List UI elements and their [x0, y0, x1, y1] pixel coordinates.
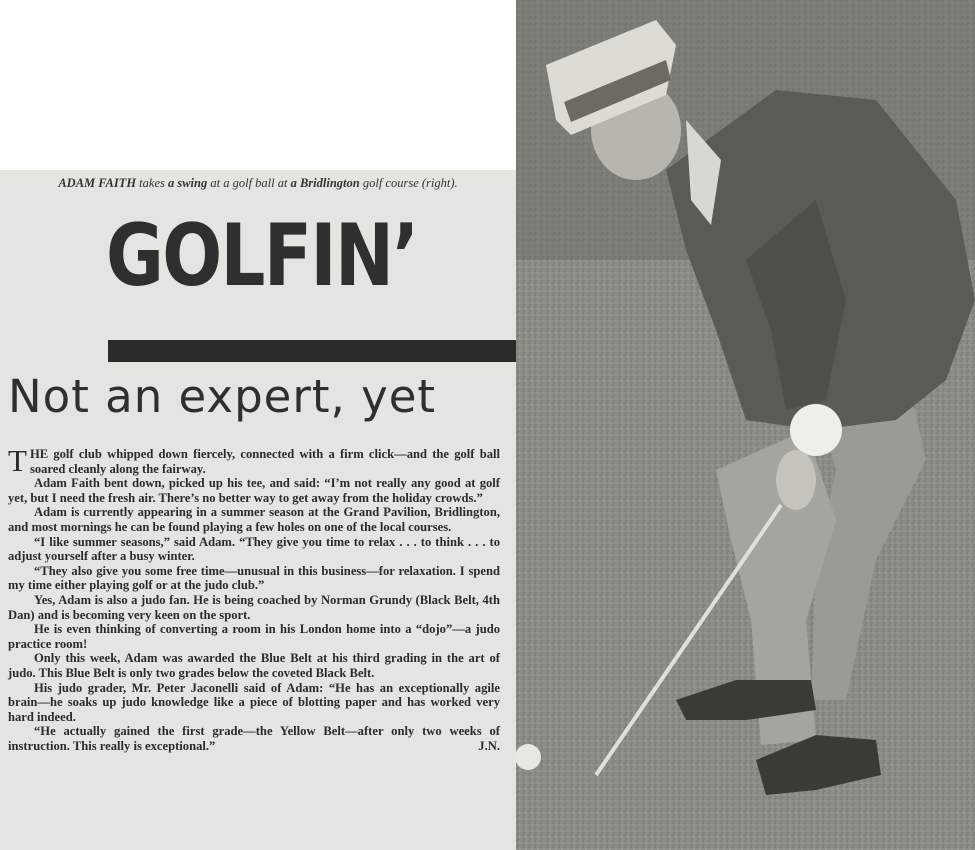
caption-text-2: at a golf ball at: [207, 176, 291, 190]
article-paragraph-9: His judo grader, Mr. Peter Jaconelli said of Adam: “He has an exceptionally agile brain—he soaks up judo knowledge like a piece of blotting paper and has worked very hard indeed.: [8, 680, 500, 724]
golf-ball: [516, 744, 541, 770]
caption-name: ADAM FAITH: [58, 176, 137, 190]
golfer-illustration: [516, 0, 975, 850]
caption-text-1: takes: [136, 176, 168, 190]
article-paragraph-10: [8, 724, 500, 753]
caption-bold-1: a swing: [167, 176, 208, 190]
article-body: [8, 443, 500, 753]
photo-caption: [0, 175, 516, 191]
drop-cap: T: [8, 443, 27, 478]
headline-rule: [108, 340, 549, 362]
caption-text-3: golf course (right).: [359, 176, 458, 190]
glove: [790, 404, 842, 456]
article-paragraph-8: Only this week, Adam was awarded the Blue Belt at his third grading in the art of judo. This Blue Belt is only two grades below the coveted Black Belt.: [8, 651, 500, 680]
article-paragraph-2: Adam Faith bent down, picked up his tee, and said: “I’m not really any good at golf yet, but I need the fresh air. There’s no better way to get away from the holiday crowds.”: [8, 476, 500, 505]
article-paragraph-3: Adam is currently appearing in a summer season at the Grand Pavilion, Bridlington, and most mornings he can be found playing a few holes on one of the local courses.: [8, 505, 500, 534]
article-paragraph-4: “I like summer seasons,” said Adam. “They give you time to relax . . . to think . . . to adjust yourself after a busy winter.: [8, 534, 500, 564]
article-paragraph-10-text: “He actually gained the first grade—the Yellow Belt—after only two weeks of instruction. This really is exceptional.”: [8, 724, 500, 753]
article-paragraph-6: Yes, Adam is also a judo fan. He is being coached by Norman Grundy (Black Belt, 4th Dan) and is becoming very keen on the sport.: [8, 592, 500, 622]
golfer-photo: [516, 0, 975, 850]
article-paragraph-1-text: HE golf club whipped down fiercely, connected with a firm click—and the golf ball soared cleanly along the fairway.: [29, 447, 500, 476]
byline: J.N.: [478, 738, 500, 753]
article-paragraph-1: [8, 443, 500, 478]
subheadline: Not an expert, yet: [8, 370, 437, 423]
hand: [776, 450, 816, 510]
headline: GOLFIN’: [106, 206, 418, 306]
article-paragraph-7: He is even thinking of converting a room in his London home into a “dojo”—a judo practice room!: [8, 622, 500, 651]
caption-bold-2: a Bridlington: [290, 176, 360, 190]
article-paragraph-5: “They also give you some free time—unusual in this business—for relaxation. I spend my time either playing golf or at the judo club.”: [8, 563, 500, 593]
